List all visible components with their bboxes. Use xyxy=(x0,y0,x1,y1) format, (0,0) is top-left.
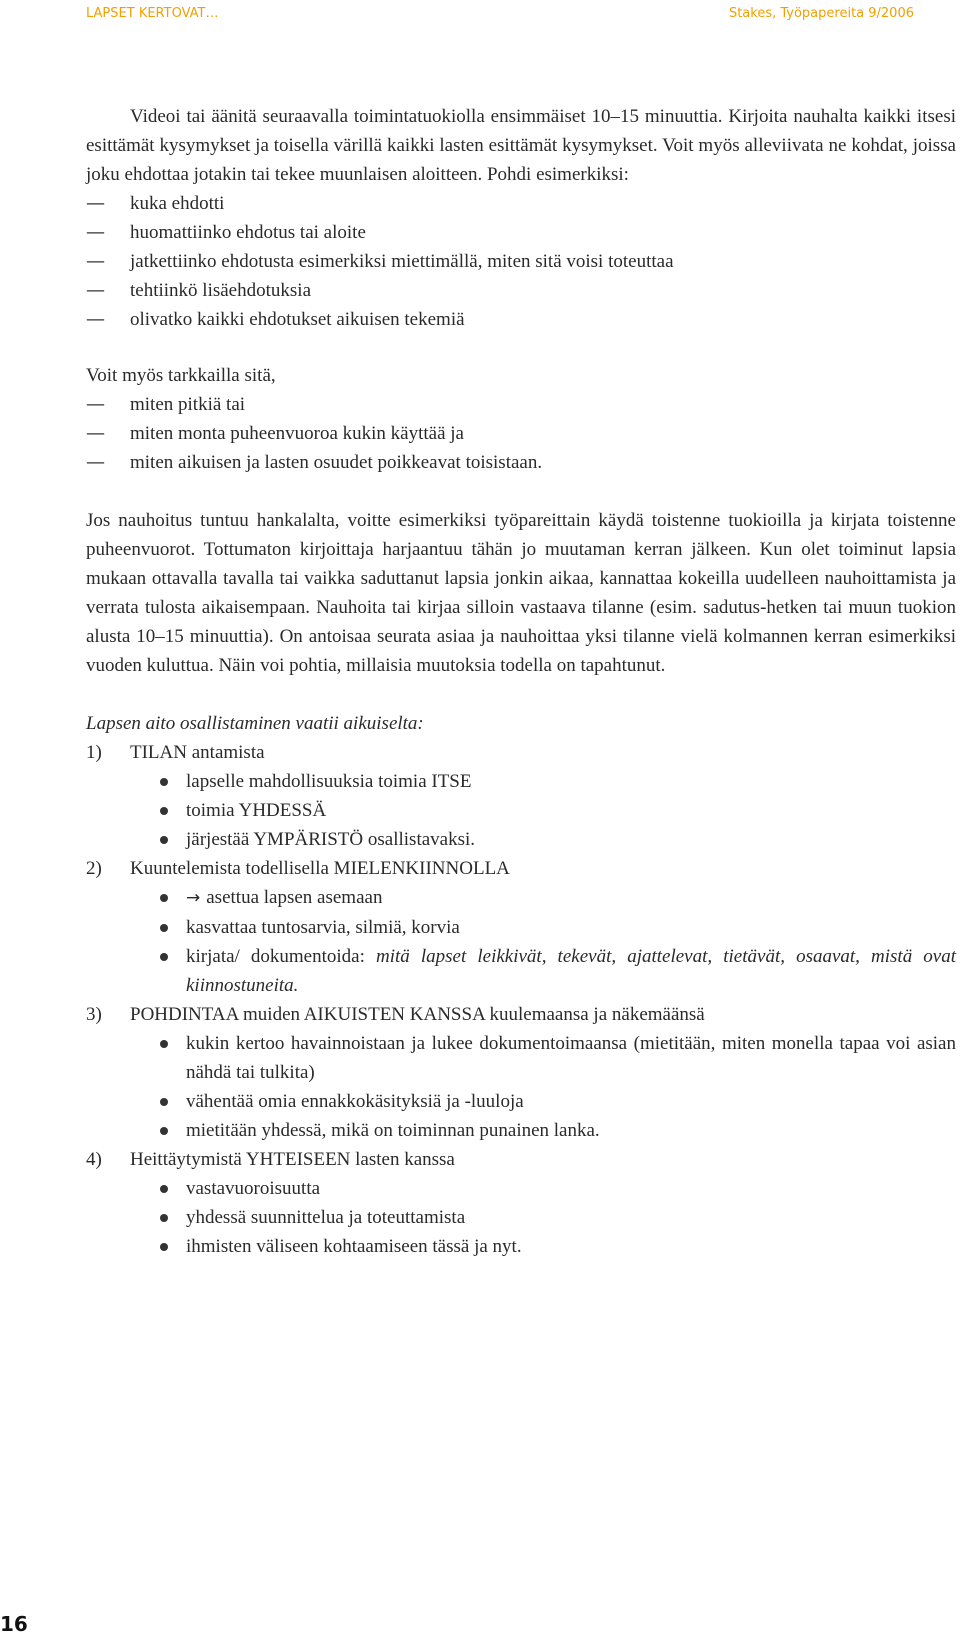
list-item: järjestää YMPÄRISTÖ osallistavaksi. xyxy=(158,825,956,854)
list-item: — miten aikuisen ja lasten osuudet poikkeavat toisistaan. xyxy=(86,448,956,477)
list-item-lead: kirjata/ dokumentoida: xyxy=(186,946,376,967)
ponder-list xyxy=(86,189,956,334)
list-item-italic: mitä lapset leikkivät, tekevät, ajattelevat, tietävät, osaavat, mistä ovat kiinnostuneita. xyxy=(186,946,957,996)
bullet-list-2 xyxy=(86,883,956,1000)
item-title: Kuuntelemista todellisella MIELENKIINNOLLA xyxy=(130,858,510,879)
list-item: — huomattiinko ehdotus tai aloite xyxy=(86,218,956,247)
list-item: — jatkettiinko ehdotusta esimerkiksi miettimällä, miten sitä voisi toteuttaa xyxy=(86,247,956,276)
bullet-list-3 xyxy=(86,1029,956,1145)
recording-paragraph: Jos nauhoitus tuntuu hankalalta, voitte esimerkiksi työpareittain käydä toistenne tuokioilla ja kirjata toistenne puheenvuorot. Tottumaton kirjoittaja harjaantuu tähän jo muutaman kerran jälkeen. Kun olet toiminut lapsia mukaan ottavalla tavalla tai vaikka saduttanut lapsia jonkin aikaa, kannattaa kokeilla uudelleen nauhoittamista ja verrata tulosta aikaisempaan. Nauhoita tai kirjaa silloin vastaava tilanne (esim. sadutus-hetken tai muun tuokion alusta 10–15 minuuttia). On antoisaa seurata asiaa ja nauhoittaa yksi tilanne vielä kolmannen kerran esimerkiksi vuoden kuluttua. Näin voi pohtia, millaisia muutoksia todella on tapahtunut. xyxy=(86,510,956,676)
list-item: — olivatko kaikki ehdotukset aikuisen tekemiä xyxy=(86,305,956,334)
page-content xyxy=(86,102,956,1261)
list-item: yhdessä suunnittelua ja toteuttamista xyxy=(158,1203,956,1232)
list-item: toimia YHDESSÄ xyxy=(158,796,956,825)
intro-paragraph: Videoi tai äänitä seuraavalla toimintatuokiolla ensimmäiset 10–15 minuuttia. Kirjoita nauhalta kaikki itsesi esittämät kysymykset ja toisella värillä kaikki lasten esittämät kysymykset. Voit myös alleviivata ne kohdat, joissa joku ehdottaa jotakin tai tekee muunlaisen aloitteen. Pohdi esimerkiksi: xyxy=(86,106,956,185)
header-publication: Stakes, Työpapereita 9/2006 xyxy=(728,6,914,21)
list-item xyxy=(158,942,956,1000)
item-title: Heittäytymistä YHTEISEEN lasten kanssa xyxy=(130,1149,455,1170)
arrow-right-icon: → xyxy=(186,888,201,908)
list-item: ihmisten väliseen kohtaamiseen tässä ja nyt. xyxy=(158,1232,956,1261)
item-number: 1) xyxy=(86,742,102,763)
list-item: lapselle mahdollisuuksia toimia ITSE xyxy=(158,767,956,796)
numbered-item-2 xyxy=(86,854,956,883)
item-number: 3) xyxy=(86,1004,102,1025)
item-title: TILAN antamista xyxy=(130,742,265,763)
list-item: — kuka ehdotti xyxy=(86,189,956,218)
page-header xyxy=(0,0,960,28)
list-item: mietitään yhdessä, mikä on toiminnan punainen lanka. xyxy=(158,1116,956,1145)
page-number: 16 xyxy=(0,1612,28,1636)
item-number: 2) xyxy=(86,858,102,879)
numbered-item-4 xyxy=(86,1145,956,1174)
numbered-item-1 xyxy=(86,738,956,767)
list-item: kukin kertoo havainnoistaan ja lukee dokumentoimaansa (mietitään, miten monella tapaa voi asian nähdä tai tulkita) xyxy=(158,1029,956,1087)
list-item: vähentää omia ennakkokäsityksiä ja -luuloja xyxy=(158,1087,956,1116)
list-item: vastavuoroisuutta xyxy=(158,1174,956,1203)
list-item: — tehtiinkö lisäehdotuksia xyxy=(86,276,956,305)
header-running-title: LAPSET KERTOVAT… xyxy=(86,6,219,21)
list-item: — miten pitkiä tai xyxy=(86,390,956,419)
bullet-list-4 xyxy=(86,1174,956,1261)
observe-intro: Voit myös tarkkailla sitä, xyxy=(86,365,276,386)
item-title: POHDINTAA muiden AIKUISTEN KANSSA kuulemaansa ja näkemäänsä xyxy=(130,1004,705,1025)
observe-list xyxy=(86,390,956,477)
section-heading: Lapsen aito osallistaminen vaatii aikuiselta: xyxy=(86,713,424,734)
list-item xyxy=(158,883,956,913)
list-item-text: asettua lapsen asemaan xyxy=(206,887,383,908)
list-item: kasvattaa tuntosarvia, silmiä, korvia xyxy=(158,913,956,942)
bullet-list-1 xyxy=(86,767,956,854)
list-item: — miten monta puheenvuoroa kukin käyttää ja xyxy=(86,419,956,448)
numbered-item-3 xyxy=(86,1000,956,1029)
item-number: 4) xyxy=(86,1149,102,1170)
